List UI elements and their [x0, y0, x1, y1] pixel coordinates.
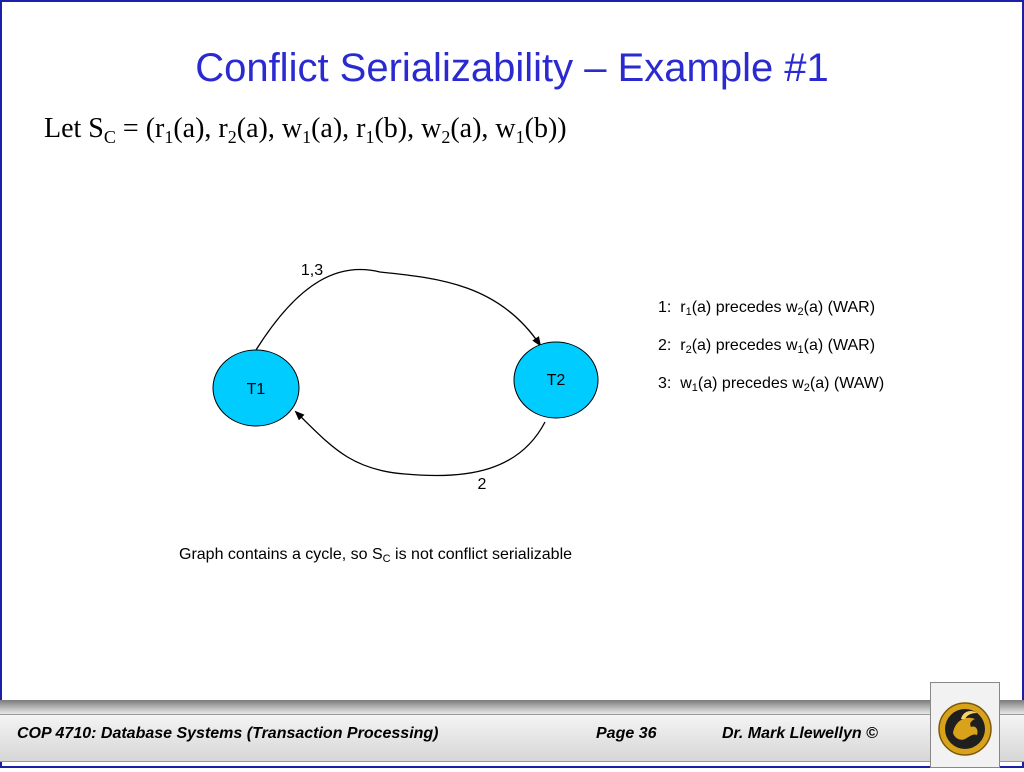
- conclusion-before: Graph contains a cycle, so S: [179, 546, 383, 563]
- legend-item: [658, 336, 884, 374]
- legend-tail: (a) (WAW): [809, 375, 885, 392]
- formula-part: (a), w: [236, 113, 303, 144]
- formula-prefix: Let S: [44, 113, 104, 144]
- conclusion-text: [179, 546, 572, 564]
- formula-prefix-sub: C: [103, 127, 116, 147]
- conclusion-after: is not conflict serializable: [390, 546, 573, 563]
- logo-frame: [930, 682, 1000, 768]
- legend-tail: (a) (WAR): [803, 299, 876, 316]
- formula-part: = (r: [115, 113, 165, 144]
- edge-t2-t1-label: 2: [477, 476, 487, 493]
- legend-item: [658, 298, 884, 336]
- node-t2-label: T2: [546, 372, 566, 389]
- legend-mid: (a) precedes w: [691, 299, 798, 316]
- legend-mid: (a) precedes w: [691, 337, 798, 354]
- legend-op-sub: 2: [803, 382, 810, 394]
- legend-op-sub: 2: [685, 344, 692, 356]
- legend-op: r: [680, 337, 686, 354]
- formula-part: (a), w: [450, 113, 516, 144]
- formula-part-sub: 1: [365, 127, 375, 147]
- legend-op: r: [680, 299, 686, 316]
- edge-t2-t1: [296, 412, 545, 476]
- edge-t1-t2-label: 1,3: [300, 262, 324, 279]
- formula-part: (a), r: [311, 113, 366, 144]
- formula-part-sub: 2: [227, 127, 237, 147]
- conflict-legend: [658, 298, 884, 412]
- footer-top-strip: [0, 700, 1024, 714]
- legend-item: [658, 374, 884, 412]
- legend-num: 2:: [658, 337, 672, 354]
- formula-part-sub: 1: [515, 127, 525, 147]
- pegasus-logo-icon: [931, 683, 999, 767]
- legend-tail: (a) (WAR): [803, 337, 876, 354]
- formula-suffix: (b)): [524, 113, 567, 144]
- footer-page-number: Page 36: [596, 725, 657, 742]
- conclusion-sub: C: [382, 553, 391, 565]
- legend-op-sub: 2: [797, 306, 804, 318]
- edge-t1-t2: [256, 269, 540, 350]
- legend-op-sub: 1: [691, 382, 698, 394]
- legend-op-sub: 1: [797, 344, 804, 356]
- formula-part-sub: 1: [164, 127, 174, 147]
- formula-part: (a), r: [173, 113, 228, 144]
- slide-title: Conflict Serializability – Example #1: [195, 46, 829, 90]
- node-t1-label: T1: [246, 381, 266, 398]
- footer-author: Dr. Mark Llewellyn ©: [722, 725, 878, 742]
- legend-num: 1:: [658, 299, 672, 316]
- footer-course: COP 4710: Database Systems (Transaction Processing): [17, 725, 439, 742]
- formula-part-sub: 1: [302, 127, 312, 147]
- formula-part-sub: 2: [441, 127, 451, 147]
- legend-num: 3:: [658, 375, 672, 392]
- legend-mid: (a) precedes w: [697, 375, 804, 392]
- legend-op-sub: 1: [685, 306, 692, 318]
- formula-part: (b), w: [374, 113, 442, 144]
- legend-op: w: [680, 375, 692, 392]
